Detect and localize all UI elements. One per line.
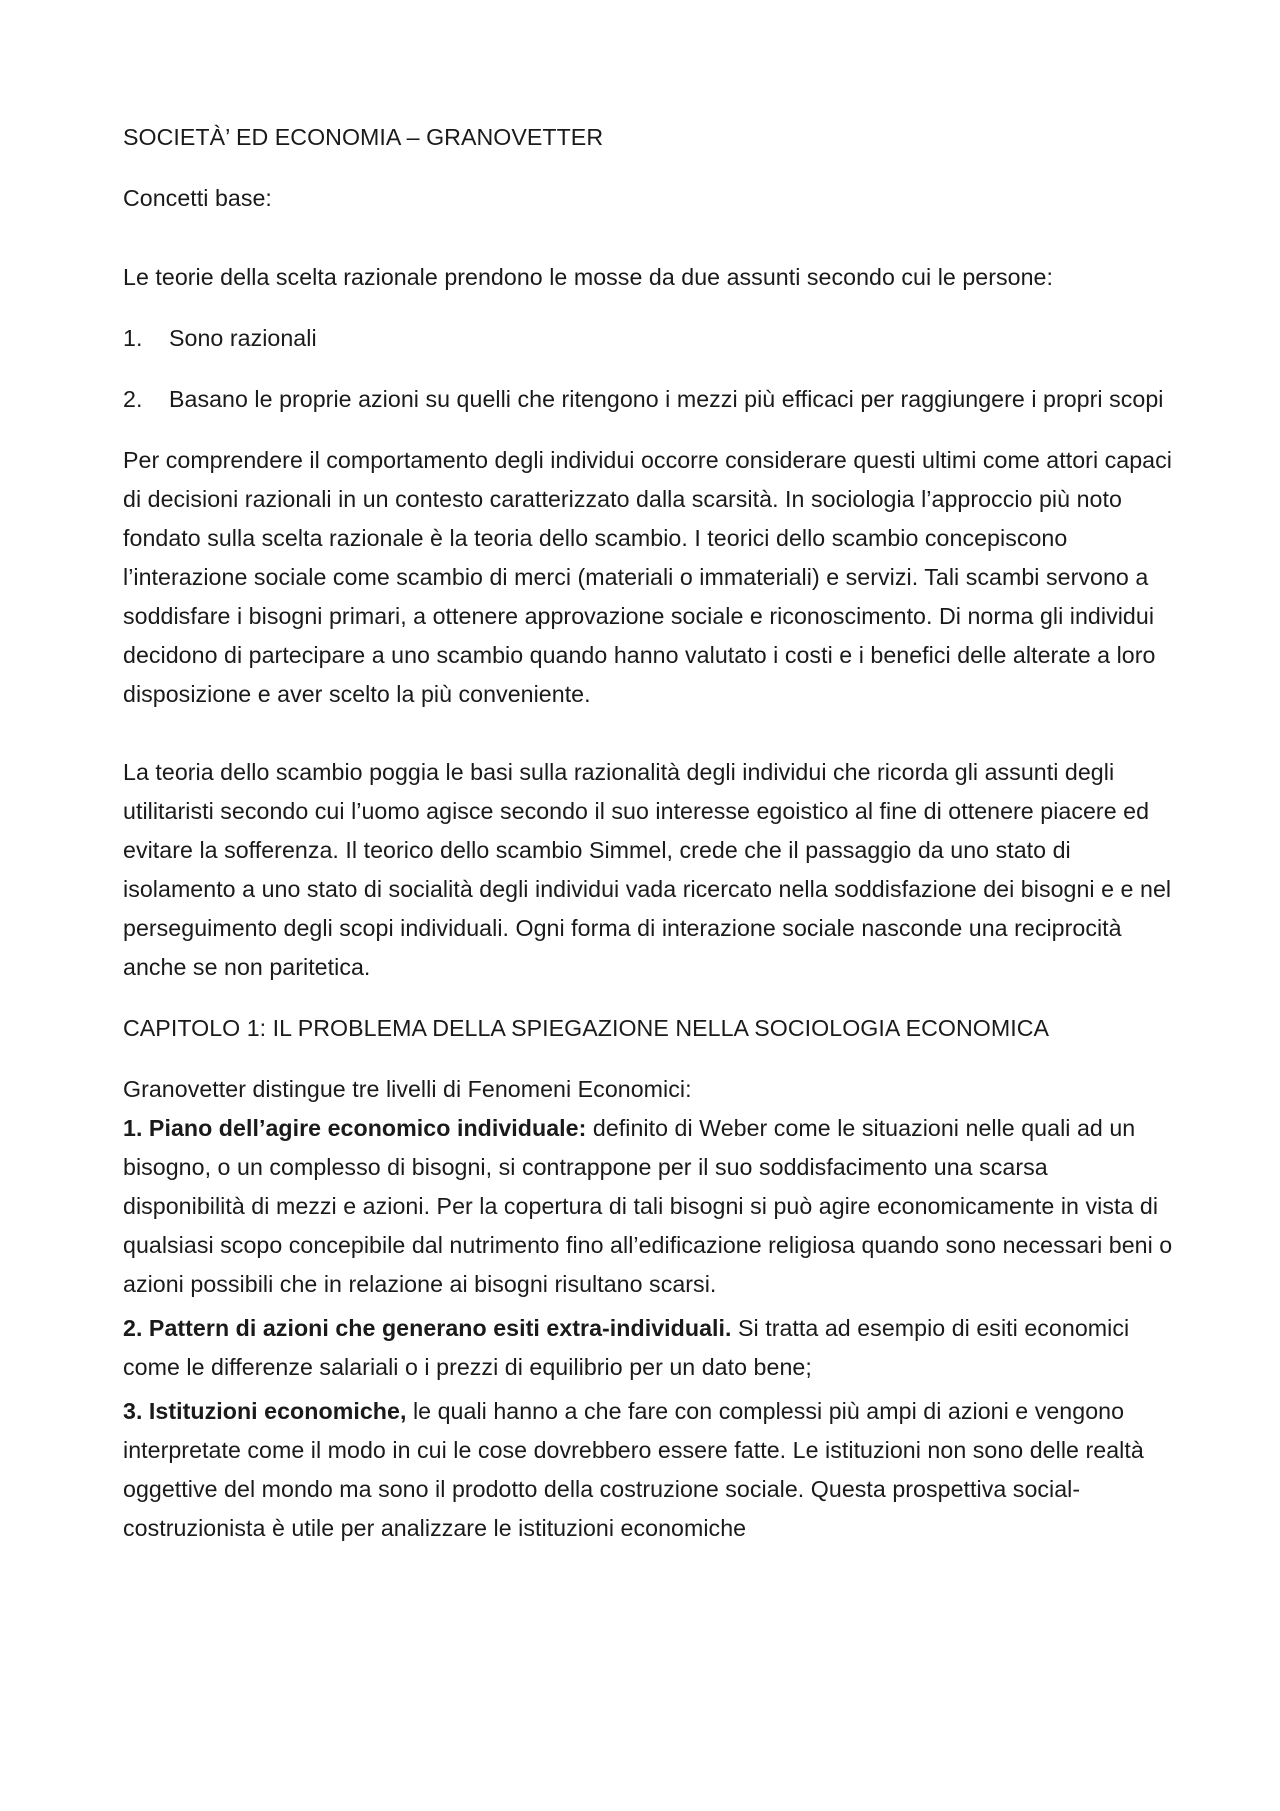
list-item: [123, 380, 1173, 419]
intro-paragraph: Le teorie della scelta razionale prendono le mosse da due assunti secondo cui le persone:: [123, 264, 1053, 290]
list-item-number: 1.: [123, 325, 143, 351]
body-paragraph: La teoria dello scambio poggia le basi sulla razionalità degli individui che ricorda gli assunti degli utilitaristi secondo cui l’uomo agisce secondo il suo interesse egoistico al fine di ottenere piacere ed evitare la sofferenza. Il teorico dello scambio Simmel, crede che il passaggio da uno stato di isolamento a uno stato di socialità degli individui vada ricercato nella soddisfazione dei bisogni e e nel perseguimento degli scopi individuali. Ogni forma di interazione sociale nasconde una reciprocità anche se non paritetica.: [123, 759, 1172, 980]
list-item-text: Sono razionali: [169, 325, 317, 351]
level-item-heading: 1. Piano dell’agire economico individuale:: [123, 1115, 587, 1141]
assumptions-list: [123, 319, 1173, 419]
document-title: SOCIETÀ’ ED ECONOMIA – GRANOVETTER: [123, 124, 604, 150]
list-item: [123, 319, 1173, 358]
chapter-heading: CAPITOLO 1: IL PROBLEMA DELLA SPIEGAZIONE NELLA SOCIOLOGIA ECONOMICA: [123, 1015, 1050, 1041]
list-item-number: 2.: [123, 386, 143, 412]
section-subtitle: Concetti base:: [123, 185, 272, 211]
level-item-heading: 2. Pattern di azioni che generano esiti extra-individuali.: [123, 1315, 732, 1341]
level-item-text: le quali hanno a che fare con complessi più ampi di azioni e vengono interpretate come il modo in cui le cose dovrebbero essere fatte. Le istituzioni non sono delle realtà oggettive del mondo ma sono il prodotto della costruzione sociale. Questa prospettiva social-costruzionista è utile per analizzare le istituzioni economiche: [123, 1398, 1144, 1541]
list-item-text: Basano le proprie azioni su quelli che ritengono i mezzi più efficaci per raggiungere i propri scopi: [169, 386, 1164, 412]
levels-intro: Granovetter distingue tre livelli di Fenomeni Economici:: [123, 1076, 692, 1102]
level-item: [123, 1109, 1173, 1304]
body-paragraph: Per comprendere il comportamento degli individui occorre considerare questi ultimi come attori capaci di decisioni razionali in un contesto caratterizzato dalla scarsità. In sociologia l’approccio più noto fondato sulla scelta razionale è la teoria dello scambio. I teorici dello scambio concepiscono l’interazione sociale come scambio di merci (materiali o immateriali) e servizi. Tali scambi servono a soddisfare i bisogni primari, a ottenere approvazione sociale e riconoscimento. Di norma gli individui decidono di partecipare a uno scambio quando hanno valutato i costi e i benefici delle alterate a loro disposizione e aver scelto la più conveniente.: [123, 447, 1172, 707]
level-item: [123, 1392, 1173, 1548]
level-item: [123, 1309, 1173, 1387]
level-item-heading: 3. Istituzioni economiche,: [123, 1398, 407, 1424]
document-body: [123, 118, 1173, 1548]
level-item-text: definito di Weber come le situazioni nelle quali ad un bisogno, o un complesso di bisogni, si contrappone per il suo soddisfacimento una scarsa disponibilità di mezzi e azioni. Per la copertura di tali bisogni si può agire economicamente in vista di qualsiasi scopo concepibile dal nutrimento fino all’edificazione religiosa quando sono necessari beni o azioni possibili che in relazione ai bisogni risultano scarsi.: [123, 1115, 1173, 1297]
level-item-text: Si tratta ad esempio di esiti economici come le differenze salariali o i prezzi di equilibrio per un dato bene;: [123, 1315, 1130, 1380]
